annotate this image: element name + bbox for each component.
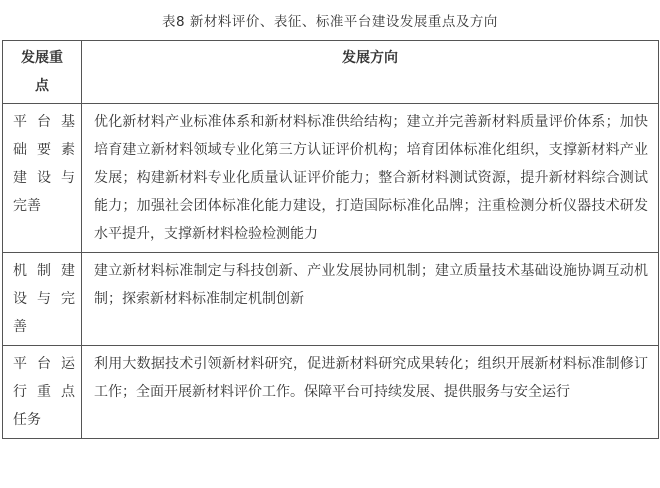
header-focus-line1: 发展重 bbox=[21, 50, 63, 66]
table-row bbox=[3, 104, 659, 253]
row-focus-cell bbox=[3, 104, 82, 253]
row-focus-cell bbox=[3, 346, 82, 439]
row-focus-line: 平台基 bbox=[13, 114, 75, 130]
table-row bbox=[3, 346, 659, 439]
row-focus-line: 建设与 bbox=[13, 170, 75, 186]
row-focus-line: 础要素 bbox=[13, 142, 75, 158]
row-direction-cell: 建立新材料标准制定与科技创新、产业发展协同机制；建立质量技术基础设施协调互动机制；探索新材料标准制定机制创新 bbox=[82, 253, 659, 346]
row-focus-line: 机制建 bbox=[13, 263, 75, 279]
row-focus-line: 行重点 bbox=[13, 384, 75, 400]
row-direction-cell: 利用大数据技术引领新材料研究，促进新材料研究成果转化；组织开展新材料标准制修订工作；全面开展新材料评价工作。保障平台可持续发展、提供服务与安全运行 bbox=[82, 346, 659, 439]
row-focus-cell bbox=[3, 253, 82, 346]
header-focus bbox=[3, 41, 82, 104]
row-focus-line: 善 bbox=[13, 319, 27, 335]
row-focus-line: 完善 bbox=[13, 198, 41, 214]
header-direction: 发展方向 bbox=[82, 41, 659, 104]
header-focus-line2: 点 bbox=[35, 78, 49, 94]
table-caption: 表8 新材料评价、表征、标准平台建设发展重点及方向 bbox=[162, 14, 498, 30]
row-focus-line: 设与完 bbox=[13, 291, 75, 307]
row-focus-line: 任务 bbox=[13, 412, 41, 428]
development-table bbox=[2, 40, 659, 439]
row-direction-cell: 优化新材料产业标准体系和新材料标准供给结构；建立并完善新材料质量评价体系；加快培育建立新材料领域专业化第三方认证评价机构；培育团体标准化组织，支撑新材料产业发展；构建新材料专业化质量认证评价能力；整合新材料测试资源，提升新材料综合测试能力；加强社会团体标准化能力建设，打造国际标准化品牌；注重检测分析仪器技术研发水平提升，支撑新材料检验检测能力 bbox=[82, 104, 659, 253]
table-header-row bbox=[3, 41, 659, 104]
row-focus-line: 平台运 bbox=[13, 356, 75, 372]
table-row bbox=[3, 253, 659, 346]
